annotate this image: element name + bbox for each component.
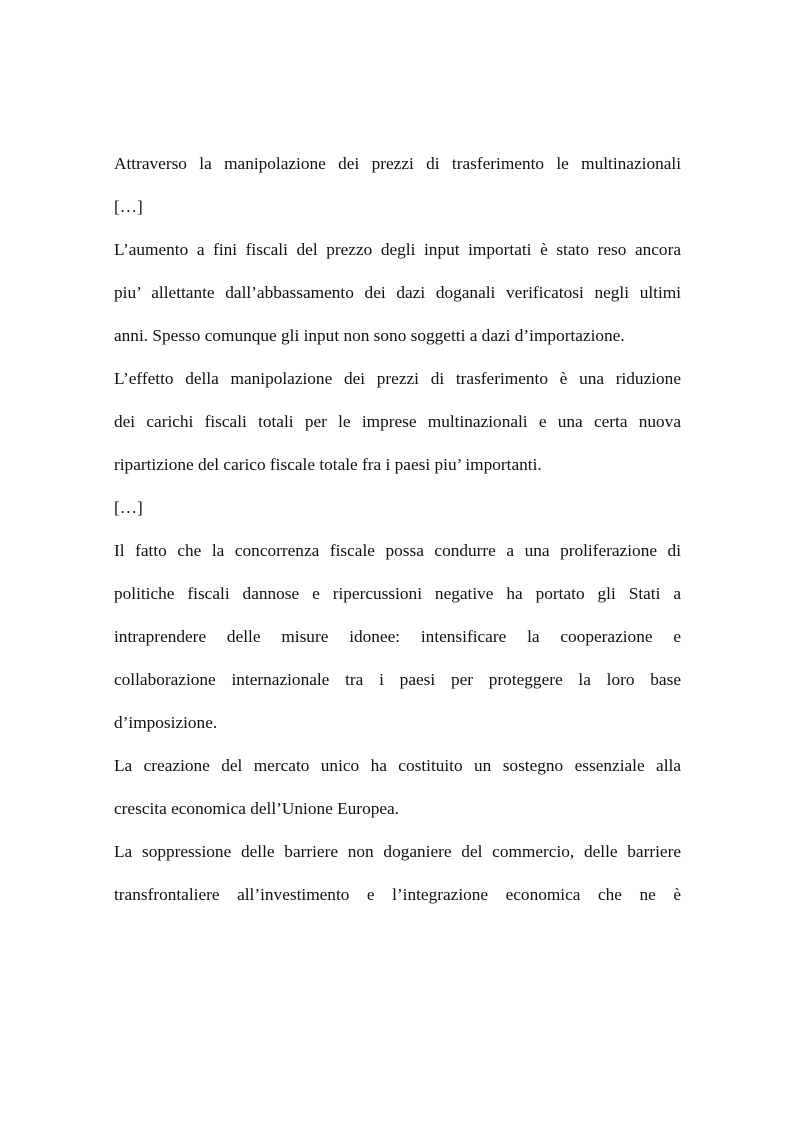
text-line: L’aumento a fini fiscali del prezzo degli input importati è stato reso ancora [114,240,681,259]
text-line: collaborazione internazionale tra i paesi per proteggere la loro base [114,670,681,689]
text-line: politiche fiscali dannose e ripercussioni negative ha portato gli Stati a [114,584,681,603]
body-text [114,150,681,924]
text-line: […] [114,498,143,517]
text-line: Attraverso la manipolazione dei prezzi di trasferimento le multinazionali [114,154,681,173]
text-line: L’effetto della manipolazione dei prezzi di trasferimento è una riduzione [114,369,681,388]
text-line: ripartizione del carico fiscale totale fra i paesi piu’ importanti. [114,455,542,474]
text-line: […] [114,197,143,216]
text-line: La creazione del mercato unico ha costituito un sostegno essenziale alla [114,756,681,775]
text-line: crescita economica dell’Unione Europea. [114,799,400,818]
text-line: intraprendere delle misure idonee: intensificare la cooperazione e [114,627,681,646]
text-line: piu’ allettante dall’abbassamento dei dazi doganali verificatosi negli ultimi [114,283,681,302]
text-line: La soppressione delle barriere non doganiere del commercio, delle barriere [114,842,681,861]
text-line: dei carichi fiscali totali per le imprese multinazionali e una certa nuova [114,412,681,431]
text-line: Il fatto che la concorrenza fiscale possa condurre a una proliferazione di [114,541,681,560]
text-line: d’imposizione. [114,713,218,732]
text-line: anni. Spesso comunque gli input non sono soggetti a dazi d’importazione. [114,326,625,345]
text-line: transfrontaliere all’investimento e l’integrazione economica che ne è [114,885,681,904]
